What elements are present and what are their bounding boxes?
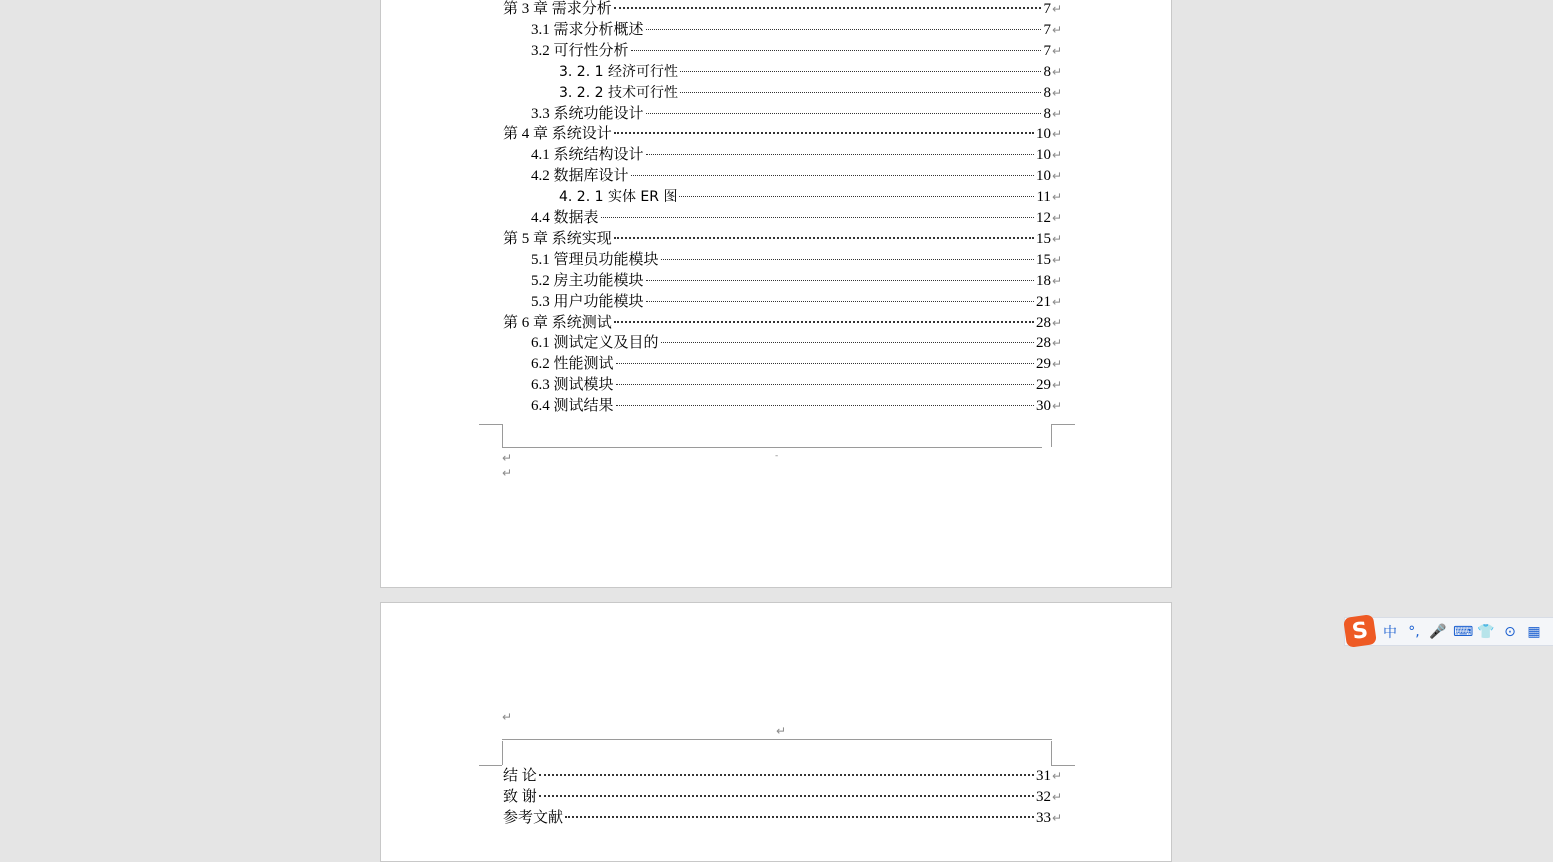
toc-entry[interactable]	[531, 20, 1062, 41]
toc-entry[interactable]	[531, 104, 1062, 125]
paragraph-mark: ↵	[1051, 336, 1062, 351]
toc-page-number: 10	[1035, 147, 1051, 164]
toc-entry[interactable]	[503, 313, 1062, 334]
toc-entry-title: 6.3 测试模块	[531, 377, 614, 394]
toc-entry-title: 5.1 管理员功能模块	[531, 251, 659, 268]
toc-entry-title: 4. 2. 1 实体 ER 图	[559, 189, 678, 206]
assistant-icon[interactable]: ⊙	[1504, 623, 1516, 640]
toc-page-number: 10	[1035, 168, 1051, 185]
toc-entry-title: 第 6 章 系统测试	[503, 314, 612, 331]
toc-entry-title: 6.1 测试定义及目的	[531, 335, 659, 352]
toc-leader-dots	[661, 259, 1034, 260]
toc-entry-title: 5.3 用户功能模块	[531, 293, 644, 310]
toc-entry[interactable]	[503, 808, 1062, 829]
paragraph-mark: ↵	[1051, 811, 1062, 825]
toc-leader-dots	[616, 363, 1034, 364]
paragraph-mark: ↵	[1051, 769, 1062, 783]
toc-entry[interactable]	[531, 292, 1062, 313]
paragraph-mark: ↵	[1051, 190, 1062, 205]
toc-entry-title: 3. 2. 2 技术可行性	[559, 84, 678, 101]
paragraph-mark: ↵	[1051, 252, 1062, 267]
toc-entry[interactable]	[531, 396, 1062, 417]
crop-mark	[479, 765, 502, 766]
toc-page-number: 31	[1035, 768, 1051, 784]
toc-entry[interactable]	[559, 62, 1062, 83]
toc-leader-dots	[680, 92, 1041, 93]
toc-page-number: 28	[1035, 335, 1051, 352]
toc-page-number: 7	[1043, 1, 1051, 17]
toc-page-number: 30	[1035, 398, 1051, 415]
paragraph-mark: ↵	[1051, 22, 1062, 37]
paragraph-mark: ↵	[502, 451, 513, 465]
paragraph-mark: ↵	[776, 724, 787, 738]
toc-entry-title: 3.1 需求分析概述	[531, 21, 644, 38]
toc-leader-dots	[614, 237, 1034, 239]
toc-entry[interactable]	[531, 333, 1062, 354]
paragraph-mark: ↵	[1051, 2, 1062, 16]
toc-page-number: 18	[1035, 272, 1051, 289]
toc-entry[interactable]	[503, 766, 1062, 787]
toc-entry-title: 4.4 数据表	[531, 210, 599, 226]
paragraph-mark: ↵	[1051, 43, 1062, 58]
crop-mark	[1051, 424, 1052, 447]
toc-page-number: 7	[1043, 21, 1051, 38]
crop-mark	[502, 424, 503, 447]
toc-page-number: 12	[1035, 210, 1051, 226]
toc-page-number: 10	[1035, 126, 1051, 143]
toc-entry[interactable]	[531, 250, 1062, 271]
toc-entry-title: 3.2 可行性分析	[531, 42, 629, 59]
toc-entry[interactable]	[531, 375, 1062, 396]
toc-entry-title: 6.2 性能测试	[531, 356, 614, 373]
paragraph-mark: ↵	[1051, 273, 1062, 288]
skin-icon[interactable]: 👕	[1477, 623, 1495, 640]
toc-entry-title: 第 3 章 需求分析	[503, 1, 612, 17]
paragraph-mark: ↵	[1051, 378, 1062, 393]
paragraph-mark: ↵	[1051, 294, 1062, 309]
toc-leader-dots	[661, 342, 1034, 343]
toc-entry-title: 6.4 测试结果	[531, 398, 614, 415]
toc-page-number: 15	[1035, 230, 1051, 247]
toc-entry[interactable]	[559, 187, 1062, 208]
toc-entry[interactable]	[531, 145, 1062, 166]
toc-page-number: 7	[1043, 42, 1051, 59]
toc-leader-dots	[601, 217, 1034, 218]
toc-entry[interactable]	[503, 229, 1062, 250]
paragraph-mark: ↵	[1051, 106, 1062, 121]
sogou-logo-icon[interactable]: S	[1343, 614, 1377, 648]
toc-entry[interactable]	[531, 166, 1062, 187]
toc-page-number: 15	[1035, 251, 1051, 268]
toc-entry-title: 结 论	[503, 768, 537, 784]
toc-leader-dots	[679, 196, 1034, 197]
toc-entry-title: 3.3 系统功能设计	[531, 105, 644, 122]
footer-divider	[502, 447, 1042, 448]
toc-entry[interactable]	[503, 787, 1062, 808]
toc-page-number: 29	[1035, 377, 1051, 394]
toc-leader-dots	[646, 154, 1034, 155]
toc-page-number: 28	[1035, 314, 1051, 331]
crop-mark	[1051, 741, 1052, 765]
toc-entry[interactable]	[531, 271, 1062, 292]
toc-page-number: 33	[1035, 810, 1051, 826]
header-divider	[502, 739, 1052, 740]
paragraph-mark: ↵	[1051, 64, 1062, 79]
toc-page-number: 8	[1043, 63, 1051, 80]
toc-leader-dots	[614, 132, 1034, 134]
toc-entry-title: 参考文献	[503, 810, 564, 826]
toc-entry[interactable]	[531, 354, 1062, 375]
paragraph-mark: ↵	[1051, 357, 1062, 372]
toc-page-number: 11	[1036, 189, 1051, 206]
chinese-mode-icon[interactable]: 中	[1383, 624, 1397, 641]
paragraph-mark: ↵	[1051, 211, 1062, 225]
toc-leader-dots	[565, 816, 1034, 818]
keyboard-icon[interactable]: ⌨	[1453, 623, 1474, 640]
footer-dash: -	[775, 451, 779, 461]
paragraph-mark: ↵	[502, 710, 513, 724]
toc-entry-title: 5.2 房主功能模块	[531, 272, 644, 289]
toc-leader-dots	[616, 384, 1034, 385]
crop-mark	[502, 741, 503, 765]
toc-leader-dots	[616, 405, 1034, 406]
paragraph-mark: ↵	[1051, 231, 1062, 246]
toc-entry-title: 第 4 章 系统设计	[503, 126, 612, 143]
toc-leader-dots	[680, 71, 1041, 72]
toc-leader-dots	[631, 50, 1042, 51]
toc-page-number: 32	[1035, 789, 1051, 805]
paragraph-mark: ↵	[1051, 169, 1062, 184]
toc-entry-title: 3. 2. 1 经济可行性	[559, 63, 678, 80]
crop-mark	[1051, 424, 1075, 425]
microphone-icon[interactable]: 🎤	[1429, 623, 1447, 640]
toc-page-number: 8	[1043, 84, 1051, 101]
toc-entry-title: 第 5 章 系统实现	[503, 230, 612, 247]
paragraph-mark: ↵	[1051, 85, 1062, 100]
paragraph-mark: ↵	[1051, 790, 1062, 804]
toc-leader-dots	[646, 29, 1042, 30]
toc-entry-title: 4.1 系统结构设计	[531, 147, 644, 164]
crop-mark	[479, 424, 502, 425]
toc-page-number: 21	[1035, 293, 1051, 310]
toc-entry[interactable]	[503, 0, 1062, 20]
toc-leader-dots	[539, 795, 1034, 797]
toc-entry[interactable]	[531, 208, 1062, 229]
ime-toolbar[interactable]	[1344, 617, 1553, 646]
paragraph-mark: ↵	[1051, 127, 1062, 142]
toolbox-icon[interactable]: ▦	[1527, 623, 1541, 640]
toc-entry-title: 致 谢	[503, 789, 537, 805]
toc-entry[interactable]	[503, 124, 1062, 145]
paragraph-mark: ↵	[1051, 148, 1062, 163]
toc-leader-dots	[539, 774, 1034, 776]
toc-entry[interactable]	[531, 41, 1062, 62]
toc-leader-dots	[614, 7, 1042, 9]
toc-leader-dots	[646, 301, 1034, 302]
toc-leader-dots	[631, 175, 1034, 176]
toc-page-number: 8	[1043, 105, 1051, 122]
toc-entry-title: 4.2 数据库设计	[531, 168, 629, 185]
toc-leader-dots	[614, 321, 1034, 323]
toc-page-number: 29	[1035, 356, 1051, 373]
punctuation-icon[interactable]: °,	[1408, 623, 1420, 640]
paragraph-mark: ↵	[1051, 315, 1062, 330]
paragraph-mark: ↵	[502, 466, 513, 480]
paragraph-mark: ↵	[1051, 399, 1062, 414]
toc-entry[interactable]	[559, 83, 1062, 104]
toc-leader-dots	[646, 113, 1042, 114]
toc-leader-dots	[646, 280, 1034, 281]
